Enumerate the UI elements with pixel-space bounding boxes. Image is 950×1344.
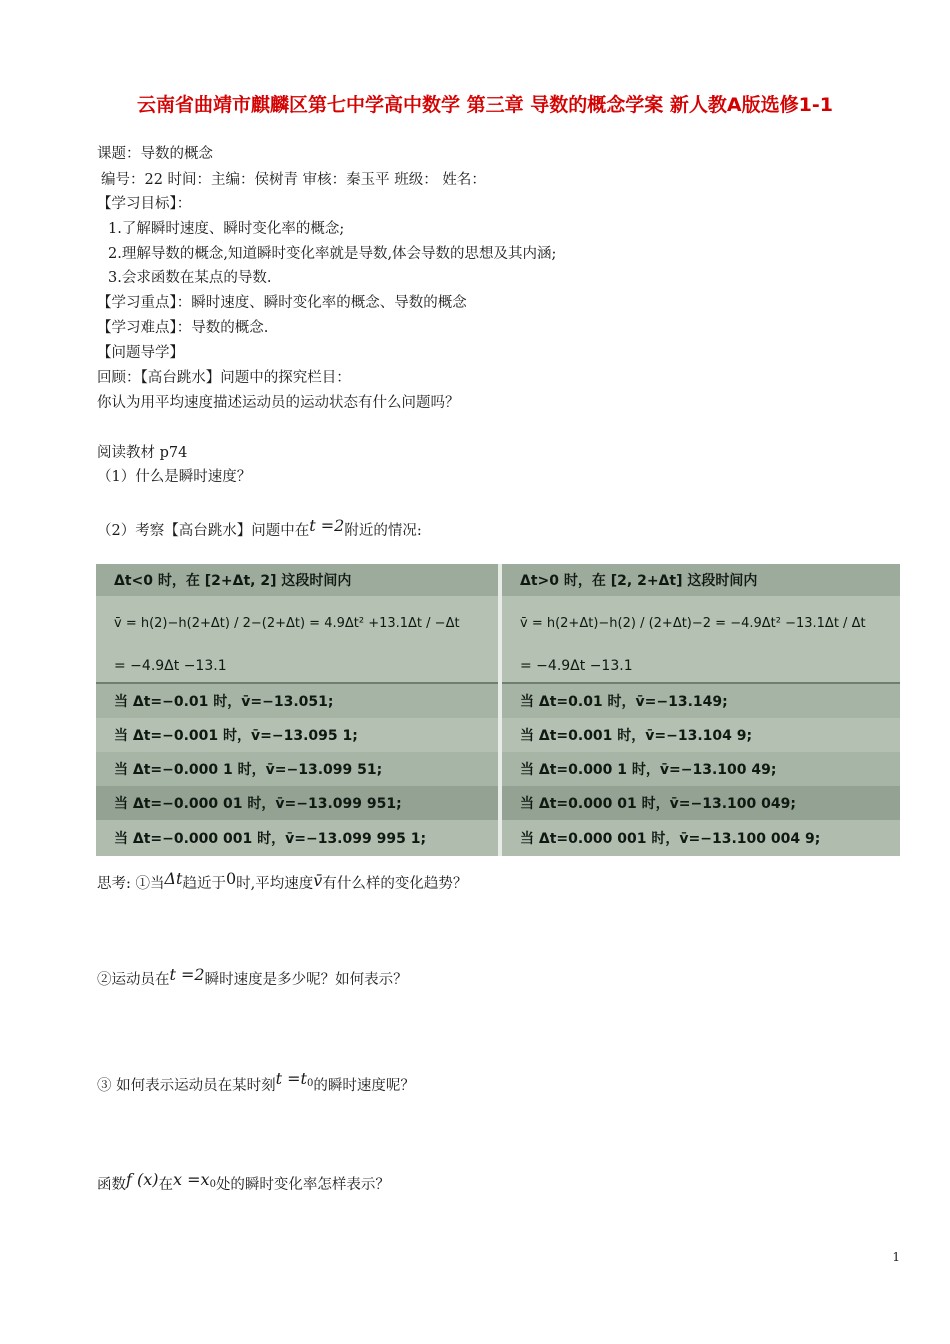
think-question-3 bbox=[97, 1069, 415, 1100]
table-left-column bbox=[96, 564, 498, 856]
math-t-equals-2: t =2 bbox=[169, 965, 205, 984]
function-text: 在 bbox=[158, 1177, 174, 1193]
table-left-formula: v̄ = h(2)−h(2+Δt) / 2−(2+Δt) = 4.9Δt² +13.1Δt / −Δt bbox=[96, 596, 498, 650]
table-right-formula: v̄ = h(2+Δt)−h(2) / (2+Δt)−2 = −4.9Δt² −13.1Δt / Δt bbox=[502, 596, 900, 650]
table-row: 当 Δt=−0.000 01 时，v̄=−13.099 951; bbox=[96, 786, 498, 820]
think-1-text: 趋近于 bbox=[182, 876, 226, 892]
math-t-equals-t0 bbox=[276, 1069, 314, 1088]
page-number: 1 bbox=[892, 1250, 900, 1264]
review-line: 回顾：【高台跳水】问题中的探究栏目： bbox=[97, 370, 351, 386]
think-question-1 bbox=[97, 869, 468, 894]
math-t-equals-t: t =t bbox=[275, 1069, 307, 1088]
table-left-formula-result: = −4.9Δt −13.1 bbox=[96, 650, 498, 682]
think-question-2 bbox=[97, 965, 408, 990]
table-row: 当 Δt=0.000 1 时，v̄=−13.100 49; bbox=[502, 752, 900, 786]
table-row: 当 Δt=−0.000 1 时，v̄=−13.099 51; bbox=[96, 752, 498, 786]
goal-item-1: 1.了解瞬时速度、瞬时变化率的概念; bbox=[108, 221, 345, 237]
think-3-prefix: ③ 如何表示运动员在某时刻 bbox=[97, 1078, 276, 1094]
goal-item-2: 2.理解导数的概念,知道瞬时变化率就是导数,体会导数的思想及其内涵; bbox=[108, 246, 557, 262]
goal-item-3: 3.会求函数在某点的导数. bbox=[108, 270, 272, 286]
math-f-of-x: f (x) bbox=[126, 1170, 159, 1189]
think-2-prefix: ②运动员在 bbox=[97, 972, 170, 988]
math-subscript: 0 bbox=[306, 1078, 314, 1089]
math-x-equals-x: x =x bbox=[173, 1170, 210, 1189]
math-zero: 0 bbox=[225, 869, 237, 888]
table-right-column bbox=[502, 564, 900, 856]
table-row: 当 Δt=0.000 01 时，v̄=−13.100 049; bbox=[502, 786, 900, 820]
question-2-suffix: 附近的情况: bbox=[344, 523, 422, 539]
table-left-header: Δt<0 时，在 [2+Δt, 2] 这段时间内 bbox=[96, 564, 498, 596]
table-right-formula-result: = −4.9Δt −13.1 bbox=[502, 650, 900, 682]
math-v-bar: v̄ bbox=[313, 871, 323, 890]
table-row: 当 Δt=−0.001 时，v̄=−13.095 1; bbox=[96, 718, 498, 752]
guide-heading: 【问题导学】 bbox=[97, 345, 184, 361]
table-row: 当 Δt=−0.01 时，v̄=−13.051; bbox=[96, 684, 498, 718]
math-subscript: 0 bbox=[209, 1179, 216, 1190]
table-row: 当 Δt=0.000 001 时，v̄=−13.100 004 9; bbox=[502, 820, 900, 856]
think-1-prefix: 思考: ①当 bbox=[97, 876, 165, 892]
key-points-line: 【学习重点】：瞬时速度、瞬时变化率的概念、导数的概念 bbox=[97, 295, 467, 311]
question-2-text: （2）考察【高台跳水】问题中在 bbox=[97, 523, 310, 539]
table-right-header: Δt>0 时，在 [2, 2+Δt] 这段时间内 bbox=[502, 564, 900, 596]
question-2 bbox=[97, 516, 422, 541]
think-1-text-2: 时,平均速度 bbox=[236, 876, 314, 892]
think-3-suffix: 的瞬时速度呢？ bbox=[313, 1078, 415, 1094]
math-t-equals-2: t =2 bbox=[309, 516, 345, 535]
function-suffix: 处的瞬时变化率怎样表示？ bbox=[215, 1177, 390, 1193]
think-2-suffix: 瞬时速度是多少呢？如何表示？ bbox=[204, 972, 408, 988]
function-prefix: 函数 bbox=[97, 1177, 126, 1193]
textbook-table-image bbox=[96, 564, 900, 856]
function-question bbox=[97, 1170, 390, 1199]
meta-line: 编号：22 时间：主编：侯树青 审核：秦玉平 班级： 姓名： bbox=[101, 172, 486, 188]
read-textbook-line: 阅读教材 p74 bbox=[97, 445, 188, 461]
question-1: （1）什么是瞬时速度？ bbox=[97, 469, 252, 485]
goals-heading: 【学习目标】： bbox=[97, 196, 192, 212]
table-row: 当 Δt=0.001 时，v̄=−13.104 9; bbox=[502, 718, 900, 752]
table-row: 当 Δt=−0.000 001 时，v̄=−13.099 995 1; bbox=[96, 820, 498, 856]
document-title: 云南省曲靖市麒麟区第七中学高中数学 第三章 导数的概念学案 新人教A版选修1-1 bbox=[137, 94, 833, 116]
topic-line: 课题：导数的概念 bbox=[97, 146, 213, 162]
math-x-equals-x0 bbox=[173, 1170, 216, 1189]
table-row: 当 Δt=0.01 时，v̄=−13.149; bbox=[502, 684, 900, 718]
math-delta-t: Δt bbox=[164, 869, 183, 888]
difficulty-line: 【学习难点】：导数的概念. bbox=[97, 320, 269, 336]
think-1-suffix: 有什么样的变化趋势？ bbox=[322, 876, 468, 892]
question-line: 你认为用平均速度描述运动员的运动状态有什么问题吗？ bbox=[97, 395, 460, 411]
